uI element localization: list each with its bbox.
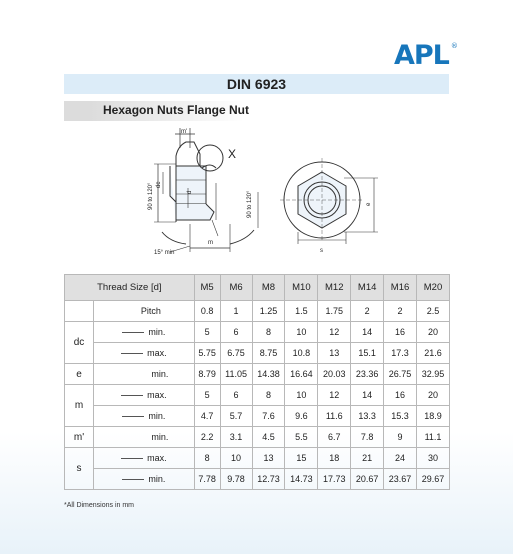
table-cell: 7.78	[194, 469, 220, 490]
row-sub-cell	[94, 448, 195, 469]
label-d: d	[187, 190, 193, 194]
table-cell: 11.6	[318, 406, 351, 427]
table-cell: 14	[351, 322, 384, 343]
table-row	[65, 385, 450, 406]
table-cell: 32.95	[416, 364, 449, 385]
row-sub-label: min.	[148, 474, 166, 484]
table-cell: 5	[194, 385, 220, 406]
table-cell: 13	[318, 343, 351, 364]
table-cell: 2	[351, 301, 384, 322]
table-header-cell: M10	[285, 275, 318, 301]
table-row	[65, 406, 450, 427]
table-cell: 12	[318, 322, 351, 343]
table-cell: 14.73	[285, 469, 318, 490]
table-cell: 20	[416, 385, 449, 406]
table-cell: 15.3	[384, 406, 417, 427]
row-label: dc	[65, 322, 94, 364]
brand-logo	[394, 40, 455, 71]
table-cell: 2	[384, 301, 417, 322]
table-cell: 14.38	[252, 364, 285, 385]
table-cell: 4.7	[194, 406, 220, 427]
row-sub-label: min.	[148, 411, 166, 421]
table-cell: 5.75	[194, 343, 220, 364]
divider	[122, 479, 144, 480]
table-cell: 8	[252, 385, 285, 406]
table-cell: 6.7	[318, 427, 351, 448]
table-cell: 1.5	[285, 301, 318, 322]
table-cell: 12.73	[252, 469, 285, 490]
table-cell: 20.67	[351, 469, 384, 490]
divider	[121, 353, 143, 354]
divider	[121, 458, 143, 459]
row-label	[65, 301, 94, 322]
label-angle-right: 90 to 120°	[247, 190, 253, 218]
table-header-thread: Thread Size [d]	[65, 275, 195, 301]
table-cell: 5.7	[220, 406, 252, 427]
table-cell: 30	[416, 448, 449, 469]
label-m: m	[208, 240, 213, 246]
table-cell: 16	[384, 322, 417, 343]
table-header-cell: M8	[252, 275, 285, 301]
brand-name: APL	[394, 40, 449, 71]
row-sub-label: min.	[148, 327, 166, 337]
table-cell: 7.8	[351, 427, 384, 448]
table-cell: 21.6	[416, 343, 449, 364]
table-cell: 11.1	[416, 427, 449, 448]
registered-mark: ®	[450, 42, 457, 50]
table-row	[65, 343, 450, 364]
row-label: s	[65, 448, 94, 490]
label-s: s	[320, 248, 323, 254]
row-sub-label: min.	[94, 427, 195, 448]
table-header-cell: M16	[384, 275, 417, 301]
table-cell: 13.3	[351, 406, 384, 427]
table-header-cell: M6	[220, 275, 252, 301]
table-cell: 23.67	[384, 469, 417, 490]
table-cell: 15.1	[351, 343, 384, 364]
divider	[122, 416, 144, 417]
table-cell: 8	[194, 448, 220, 469]
standard-title: DIN 6923	[64, 74, 449, 94]
divider	[122, 332, 144, 333]
label-m-prime: m'	[181, 129, 188, 135]
table-cell: 5	[194, 322, 220, 343]
label-angle-left: 90 to 120°	[148, 182, 154, 210]
table-cell: 13	[252, 448, 285, 469]
row-sub-label: Pitch	[94, 301, 195, 322]
table-header-cell: M14	[351, 275, 384, 301]
table-cell: 0.8	[194, 301, 220, 322]
table-cell: 8.75	[252, 343, 285, 364]
row-sub-cell	[94, 343, 195, 364]
table-cell: 7.6	[252, 406, 285, 427]
table-header-cell: M12	[318, 275, 351, 301]
row-sub-label: max.	[147, 348, 167, 358]
side-view	[154, 128, 258, 252]
table-cell: 8	[252, 322, 285, 343]
table-cell: 11.05	[220, 364, 252, 385]
table-cell: 6	[220, 385, 252, 406]
footnote: *All Dimensions in mm	[64, 502, 135, 509]
table-row	[65, 301, 450, 322]
row-sub-cell	[94, 406, 195, 427]
table-cell: 18	[318, 448, 351, 469]
table-cell: 17.73	[318, 469, 351, 490]
table-cell: 26.75	[384, 364, 417, 385]
table-row	[65, 322, 450, 343]
table-row	[65, 364, 450, 385]
divider	[121, 395, 143, 396]
table-row	[65, 427, 450, 448]
row-sub-label: max.	[147, 453, 167, 463]
table-cell: 10	[220, 448, 252, 469]
table-cell: 1	[220, 301, 252, 322]
table-row	[65, 469, 450, 490]
table-cell: 1.25	[252, 301, 285, 322]
table-header-cell: M20	[416, 275, 449, 301]
top-view	[280, 158, 378, 244]
row-label: m	[65, 385, 94, 427]
table-cell: 16.64	[285, 364, 318, 385]
table-cell: 21	[351, 448, 384, 469]
table-cell: 5.5	[285, 427, 318, 448]
table-cell: 20	[416, 322, 449, 343]
table-cell: 18.9	[416, 406, 449, 427]
table-cell: 23.36	[351, 364, 384, 385]
row-sub-cell	[94, 469, 195, 490]
table-cell: 2.2	[194, 427, 220, 448]
row-sub-label: max.	[147, 390, 167, 400]
table-cell: 6.75	[220, 343, 252, 364]
label-dc: dc	[156, 181, 162, 188]
technical-drawing	[130, 128, 390, 258]
table-cell: 29.67	[416, 469, 449, 490]
table-cell: 2.5	[416, 301, 449, 322]
row-label: m'	[65, 427, 94, 448]
table-cell: 6	[220, 322, 252, 343]
table-header-cell: M5	[194, 275, 220, 301]
table-cell: 9.78	[220, 469, 252, 490]
table-cell: 3.1	[220, 427, 252, 448]
table-cell: 12	[318, 385, 351, 406]
table-cell: 10	[285, 322, 318, 343]
label-e: e	[366, 202, 372, 206]
row-sub-cell	[94, 322, 195, 343]
label-min-angle: 15° min	[154, 250, 175, 256]
row-sub-label: min.	[94, 364, 195, 385]
table-cell: 9	[384, 427, 417, 448]
product-title: Hexagon Nuts Flange Nut	[103, 103, 250, 117]
table-cell: 10	[285, 385, 318, 406]
table-cell: 9.6	[285, 406, 318, 427]
table-cell: 1.75	[318, 301, 351, 322]
table-cell: 24	[384, 448, 417, 469]
table-cell: 17.3	[384, 343, 417, 364]
table-header-row	[65, 275, 450, 301]
table-cell: 10.8	[285, 343, 318, 364]
label-x: X	[228, 147, 237, 161]
row-label: e	[65, 364, 94, 385]
table-cell: 4.5	[252, 427, 285, 448]
table-cell: 15	[285, 448, 318, 469]
spec-table	[64, 274, 450, 490]
table-cell: 8.79	[194, 364, 220, 385]
table-cell: 20.03	[318, 364, 351, 385]
table-row	[65, 448, 450, 469]
table-cell: 16	[384, 385, 417, 406]
table-cell: 14	[351, 385, 384, 406]
row-sub-cell	[94, 385, 195, 406]
